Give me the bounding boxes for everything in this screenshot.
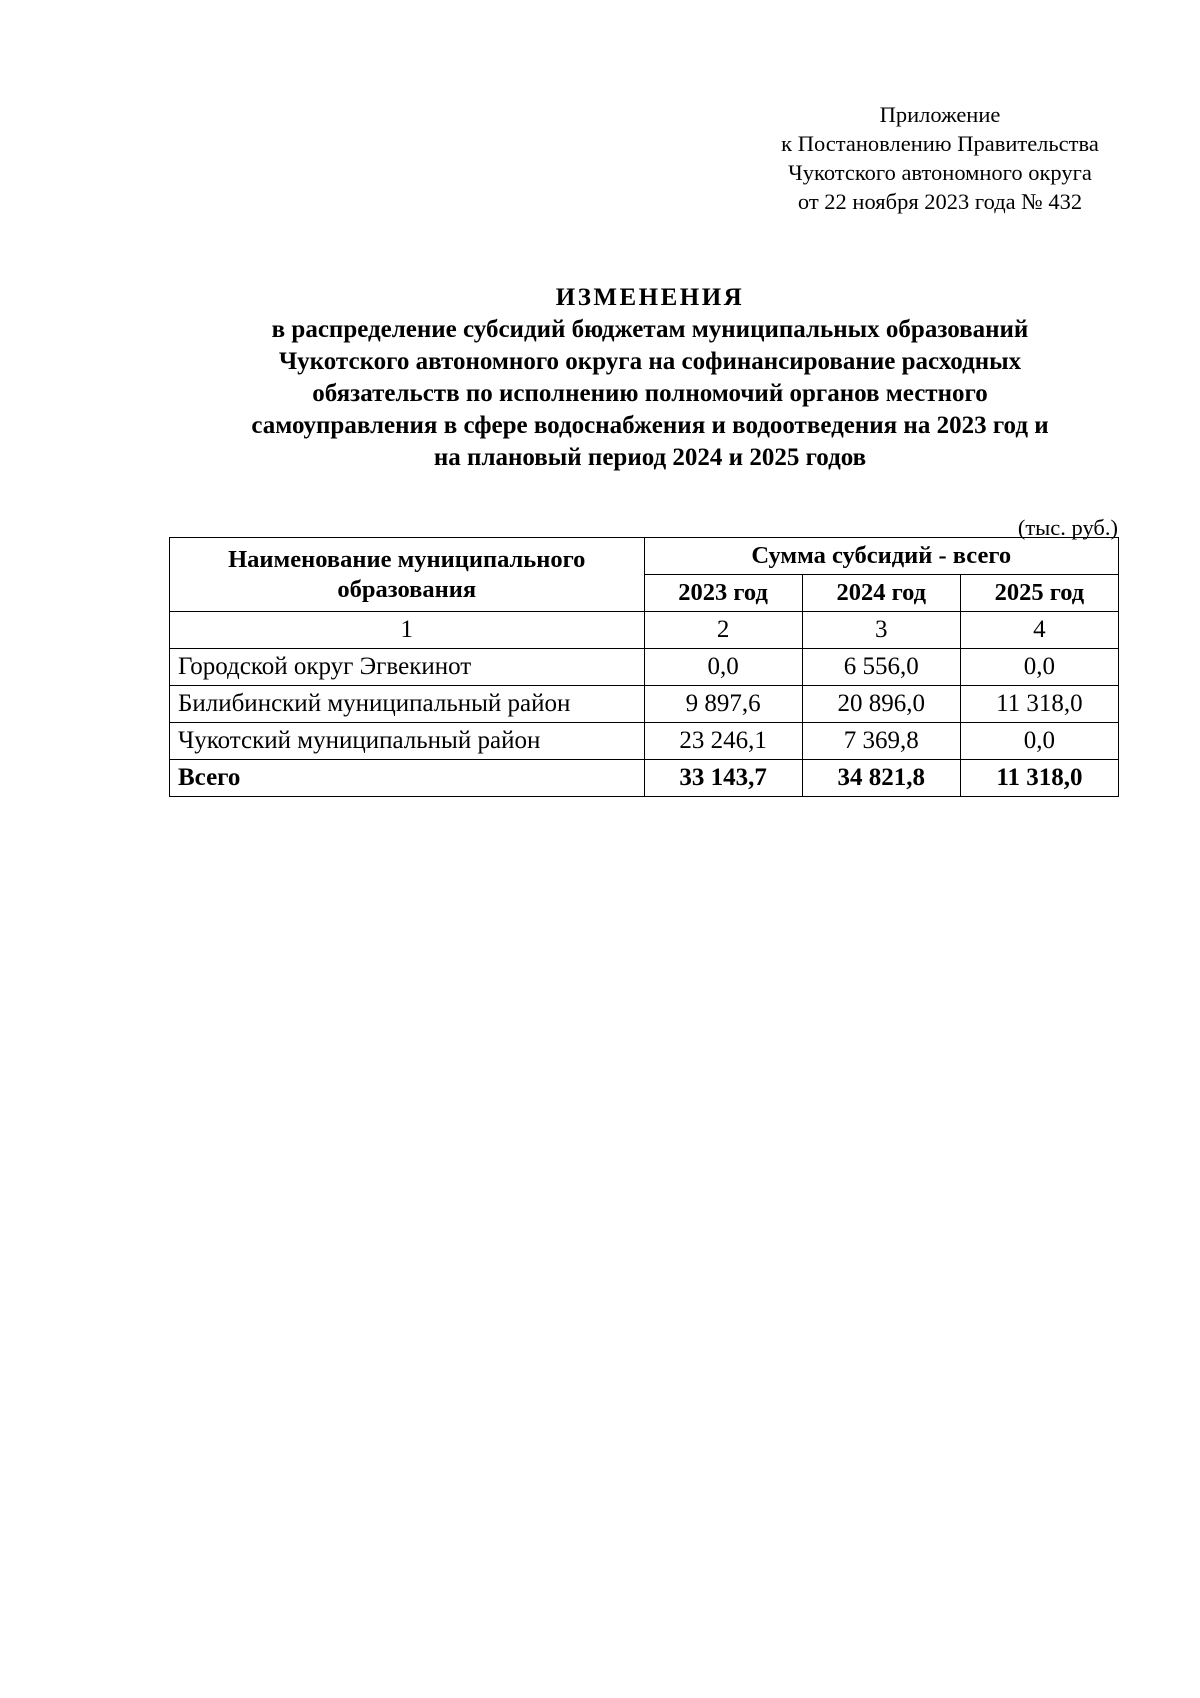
title-line: обязательств по исполнению полномочий органов местного <box>312 380 988 407</box>
header-name-line: образования <box>337 575 477 603</box>
appendix-line: к Постановлению Правительства <box>781 131 1099 156</box>
header-year-2024: 2024 год <box>802 575 960 612</box>
column-number: 2 <box>644 612 802 649</box>
value-2024: 7 369,8 <box>802 723 960 760</box>
municipality-name: Билибинский муниципальный район <box>170 686 645 723</box>
units-label: (тыс. руб.) <box>1017 515 1118 540</box>
municipality-name: Чукотский муниципальный район <box>170 723 645 760</box>
value-2025: 11 318,0 <box>960 686 1118 723</box>
header-name-cell <box>170 538 645 612</box>
document-title <box>150 282 1150 474</box>
table-row <box>170 649 1119 686</box>
appendix-line: от 22 ноября 2023 года № 432 <box>797 189 1083 214</box>
value-2023: 23 246,1 <box>644 723 802 760</box>
appendix-note <box>740 100 1140 216</box>
value-2024: 20 896,0 <box>802 686 960 723</box>
total-row <box>170 760 1119 797</box>
value-2025: 0,0 <box>960 723 1118 760</box>
header-row <box>170 538 1119 575</box>
value-2023: 9 897,6 <box>644 686 802 723</box>
title-line: на плановый период 2024 и 2025 годов <box>433 444 867 471</box>
title-line: самоуправления в сфере водоснабжения и водоотведения на 2023 год и <box>251 412 1049 439</box>
value-2025: 0,0 <box>960 649 1118 686</box>
table-row <box>170 686 1119 723</box>
column-number: 4 <box>960 612 1118 649</box>
title-line: Чукотского автономного округа на софинансирование расходных <box>278 348 1022 375</box>
header-group-cell: Сумма субсидий - всего <box>644 538 1119 575</box>
title-main: ИЗМЕНЕНИЯ <box>555 284 745 311</box>
value-2023: 0,0 <box>644 649 802 686</box>
total-2023: 33 143,7 <box>644 760 802 797</box>
title-line: в распределение субсидий бюджетам муниципальных образований <box>271 316 1029 343</box>
title-subtitle <box>150 314 1150 474</box>
appendix-line: Приложение <box>879 102 1001 127</box>
subsidies-table <box>169 537 1119 797</box>
header-year-2023: 2023 год <box>644 575 802 612</box>
total-2024: 34 821,8 <box>802 760 960 797</box>
table-row <box>170 723 1119 760</box>
column-number: 3 <box>802 612 960 649</box>
appendix-line: Чукотского автономного округа <box>788 160 1092 185</box>
value-2024: 6 556,0 <box>802 649 960 686</box>
header-year-2025: 2025 год <box>960 575 1118 612</box>
total-2025: 11 318,0 <box>960 760 1118 797</box>
total-label: Всего <box>170 760 645 797</box>
column-number-row <box>170 612 1119 649</box>
column-number: 1 <box>170 612 645 649</box>
municipality-name: Городской округ Эгвекинот <box>170 649 645 686</box>
header-name-line: Наименование муниципального <box>228 545 586 573</box>
